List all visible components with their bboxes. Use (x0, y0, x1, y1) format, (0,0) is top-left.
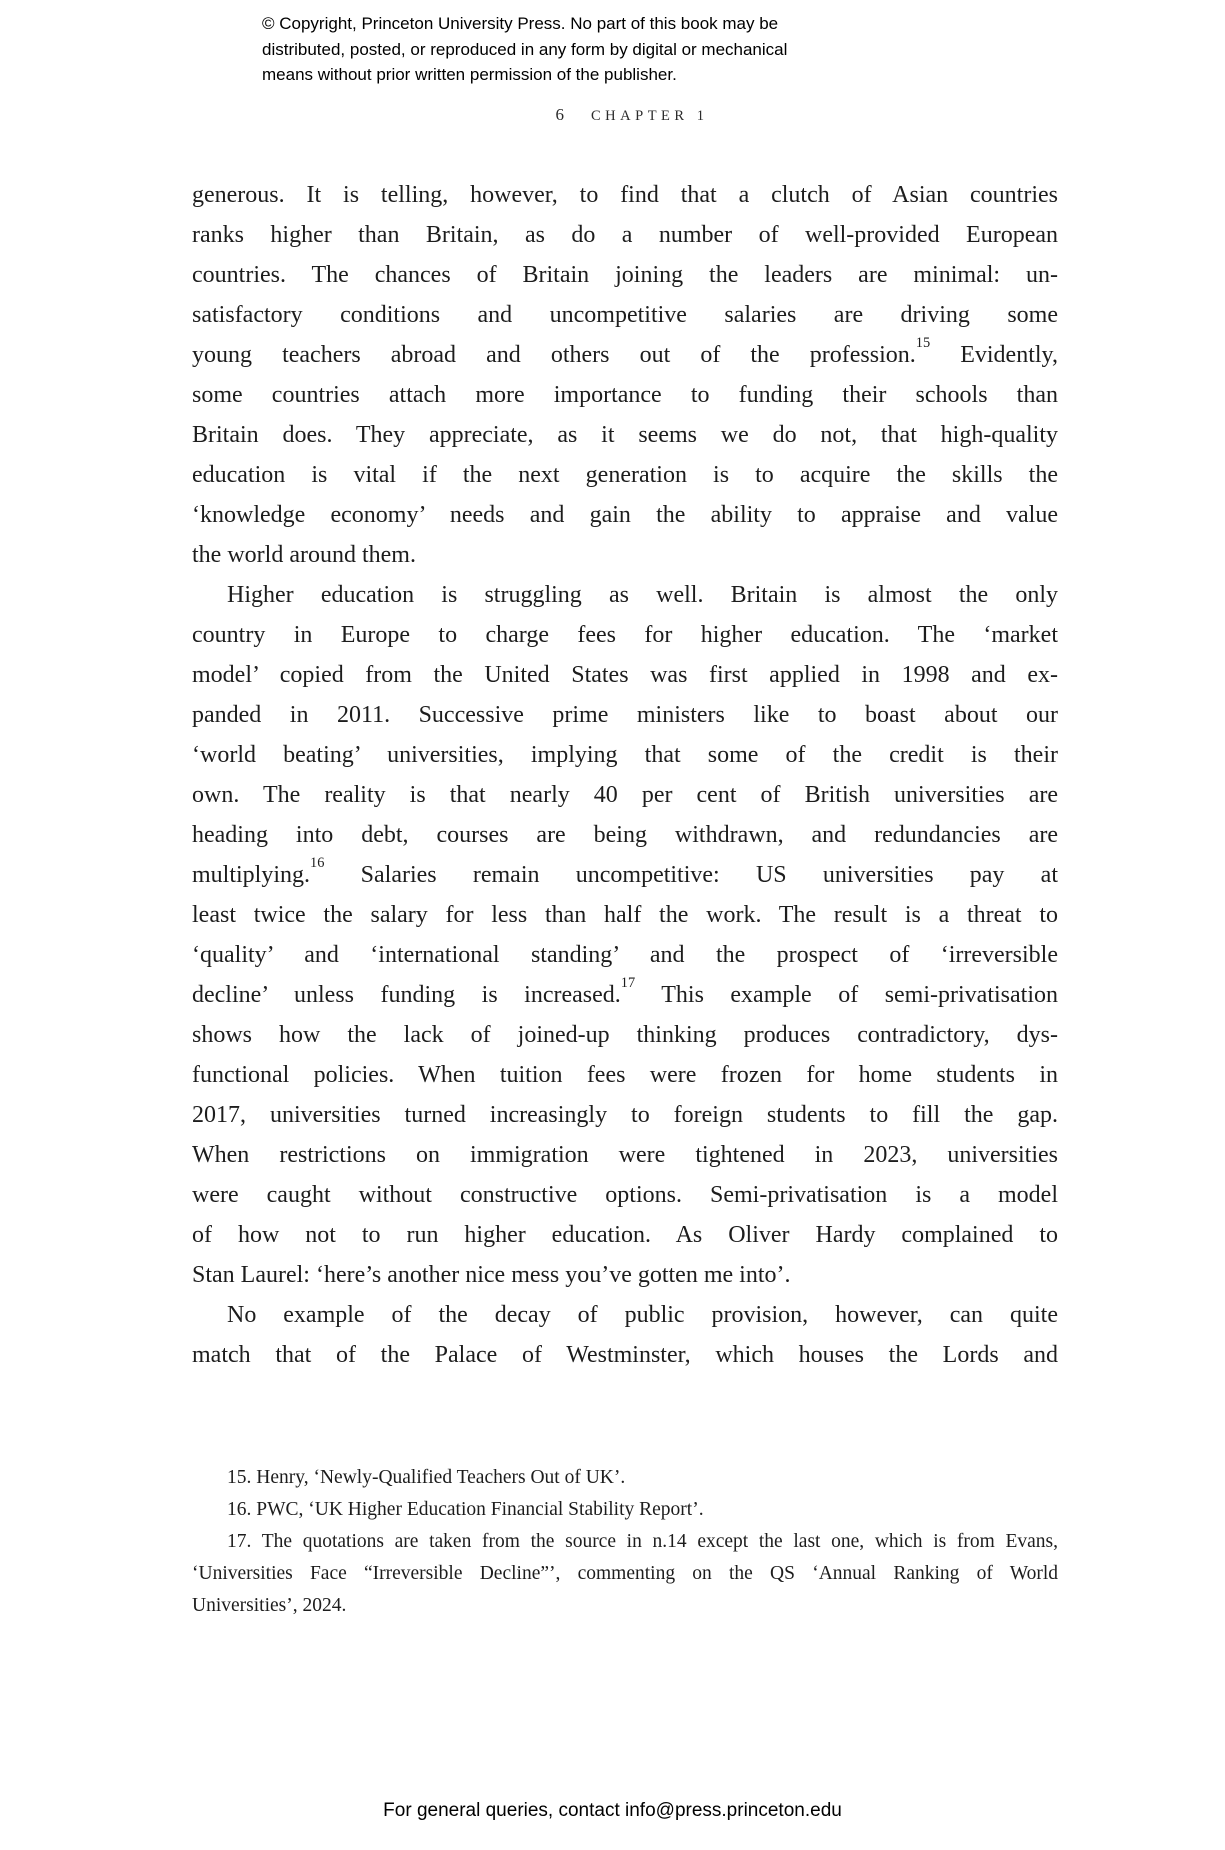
text-line: functional policies. When tuition fees were frozen for home students in (192, 1062, 1058, 1088)
text-line: the world around them. (192, 542, 416, 568)
footnote-line: 15. Henry, ‘Newly-Qualified Teachers Out of UK’. (227, 1467, 626, 1488)
paragraph (192, 575, 1058, 1295)
text-line: panded in 2011. Successive prime ministers like to boast about our (192, 702, 1058, 728)
text-line: least twice the salary for less than half the work. The result is a threat to (192, 902, 1058, 928)
copyright-line: means without prior written permission of the publisher. (262, 65, 677, 84)
text-line: decline’ unless funding is increased.$^{17}$ This example of semi-privatisation (192, 974, 1058, 1008)
text-line: No example of the decay of public provision, however, can quite (227, 1302, 1058, 1328)
footnote-reference: 16 (310, 854, 325, 871)
text-line: some countries attach more importance to funding their schools than (192, 382, 1058, 408)
text-line: were caught without constructive options. Semi-privatisation is a model (192, 1182, 1058, 1208)
text-line: own. The reality is that nearly 40 per cent of British universities are (192, 782, 1058, 808)
text-line: ranks higher than Britain, as do a number of well-provided European (192, 222, 1058, 248)
text-line: Higher education is struggling as well. Britain is almost the only (227, 582, 1058, 608)
text-line: model’ copied from the United States was first applied in 1998 and ex- (192, 662, 1058, 688)
footnote-line: ‘Universities Face “Irreversible Decline”’, commenting on the QS ‘Annual Ranking of World (192, 1563, 1058, 1584)
copyright-notice (262, 11, 922, 88)
text-line: ‘world beating’ universities, implying that some of the credit is their (192, 742, 1058, 768)
footnote-line: 17. The quotations are taken from the source in n.14 except the last one, which is from Evans, (227, 1531, 1058, 1552)
text-line: young teachers abroad and others out of the profession.$^{15}$ Evidently, (192, 334, 1058, 368)
paragraph (192, 175, 1058, 575)
footer-contact: For general queries, contact info@press.princeton.edu (383, 1800, 842, 1821)
text-line: education is vital if the next generation is to acquire the skills the (192, 462, 1058, 488)
text-line: shows how the lack of joined-up thinking produces contradictory, dys- (192, 1022, 1058, 1048)
text-line: match that of the Palace of Westminster, which houses the Lords and (192, 1342, 1058, 1368)
paragraph (192, 1295, 1058, 1375)
text-line: ‘quality’ and ‘international standing’ and the prospect of ‘irreversible (192, 942, 1058, 968)
text-line: generous. It is telling, however, to find that a clutch of Asian countries (192, 182, 1058, 208)
text-line: of how not to run higher education. As Oliver Hardy complained to (192, 1222, 1058, 1248)
footnotes (192, 1462, 1058, 1622)
footnote-line: 16. PWC, ‘UK Higher Education Financial Stability Report’. (227, 1499, 704, 1520)
copyright-line: distributed, posted, or reproduced in any form by digital or mechanical (262, 39, 788, 59)
footnote-line: Universities’, 2024. (192, 1595, 347, 1616)
text-line: countries. The chances of Britain joining the leaders are minimal: un- (192, 262, 1058, 288)
footnote-reference: 15 (915, 334, 931, 351)
footnote-reference: 17 (620, 974, 636, 991)
footnote (192, 1526, 1058, 1622)
running-head (192, 105, 1072, 125)
text-line: satisfactory conditions and uncompetitive salaries are driving some (192, 302, 1058, 328)
copyright-line: © Copyright, Princeton University Press. No part of this book may be (262, 14, 779, 33)
text-line: Britain does. They appreciate, as it seems we do not, that high-quality (192, 422, 1058, 448)
text-line: multiplying.$^{16}$ Salaries remain uncompetitive: US universities pay at (192, 854, 1058, 888)
footnote (192, 1462, 1058, 1494)
text-line: When restrictions on immigration were tightened in 2023, universities (192, 1142, 1058, 1168)
text-line: Stan Laurel: ‘here’s another nice mess you’ve gotten me into’. (192, 1262, 791, 1288)
footnote (192, 1494, 1058, 1526)
text-line: 2017, universities turned increasingly to foreign students to fill the gap. (192, 1102, 1058, 1128)
body-text (192, 175, 1058, 1375)
chapter-label: CHAPTER 1 (591, 108, 709, 124)
text-line: ‘knowledge economy’ needs and gain the ability to appraise and value (192, 502, 1058, 528)
text-line: country in Europe to charge fees for higher education. The ‘market (192, 622, 1058, 648)
text-line: heading into debt, courses are being withdrawn, and redundancies are (192, 822, 1058, 848)
page-number: 6 (555, 105, 566, 124)
